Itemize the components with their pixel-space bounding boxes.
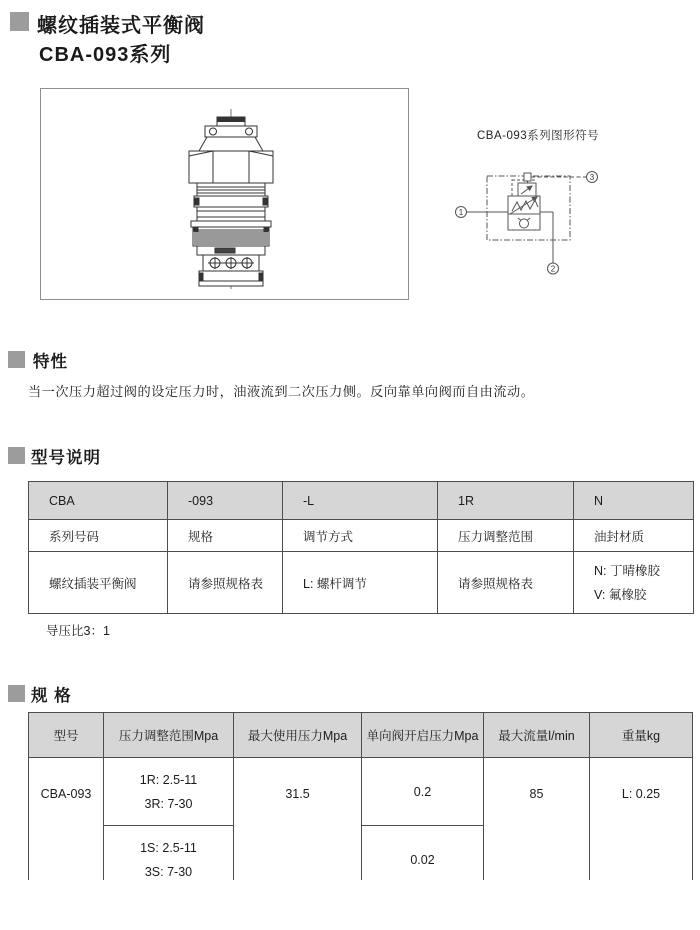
spec-heading: 规 格 xyxy=(31,687,72,705)
model-label-cell: 压力调整范围 xyxy=(438,520,574,552)
seal-option-v: V: 氟橡胶 xyxy=(594,587,647,602)
max-flow-cell: 85 xyxy=(484,758,590,881)
features-heading: 特性 xyxy=(33,353,68,371)
model-value-cell: L: 螺杆调节 xyxy=(283,552,438,614)
model-code-cell: 1R xyxy=(438,482,574,520)
spec-header-cell: 型号 xyxy=(29,713,104,758)
port-1-label: 1 xyxy=(458,208,464,217)
model-code-cell: -093 xyxy=(168,482,283,520)
valve-drawing-box xyxy=(40,88,409,300)
spec-header-cell: 最大流量l/min xyxy=(484,713,590,758)
features-bullet-icon xyxy=(8,351,25,368)
check-opening-cell: 0.2 xyxy=(362,758,484,826)
model-heading: 型号说明 xyxy=(31,449,101,467)
model-code-table xyxy=(28,481,694,614)
model-code-cell: -L xyxy=(283,482,438,520)
weight-cell: L: 0.25 xyxy=(590,758,693,881)
spec-header-cell: 单向阀开启压力Mpa xyxy=(362,713,484,758)
check-opening-cell: 0.02 xyxy=(362,826,484,881)
model-label-cell: 油封材质 xyxy=(574,520,694,552)
hydraulic-symbol-diagram xyxy=(430,150,680,290)
model-code-cell: N xyxy=(574,482,694,520)
port-3-label: 3 xyxy=(589,173,595,182)
range-3s: 3S: 7-30 xyxy=(144,864,193,879)
model-bullet-icon xyxy=(8,447,25,464)
valve-cross-section-drawing xyxy=(41,89,408,299)
model-label-cell: 调节方式 xyxy=(283,520,438,552)
model-value-cell: 请参照规格表 xyxy=(168,552,283,614)
spec-table-clip xyxy=(28,712,694,880)
spec-table xyxy=(28,712,693,880)
range-3r: 3R: 7-30 xyxy=(144,796,193,811)
spec-header-cell: 重量kg xyxy=(590,713,693,758)
title-bullet-icon xyxy=(10,12,29,31)
seal-material-cell xyxy=(574,552,694,614)
seal-option-n: N: 丁晴橡胶 xyxy=(594,563,660,578)
spec-header-cell: 最大使用压力Mpa xyxy=(234,713,362,758)
model-label-cell: 规格 xyxy=(168,520,283,552)
spec-bullet-icon xyxy=(8,685,25,702)
model-code-cell: CBA xyxy=(29,482,168,520)
pressure-range-r-cell xyxy=(104,758,234,826)
port-2-label: 2 xyxy=(550,264,556,274)
spec-model-cell: CBA-093 xyxy=(29,758,104,881)
range-1r: 1R: 2.5-11 xyxy=(139,772,198,787)
max-pressure-cell: 31.5 xyxy=(234,758,362,881)
model-value-cell: 请参照规格表 xyxy=(438,552,574,614)
series-title: CBA-093系列 xyxy=(39,44,172,66)
features-body: 当一次压力超过阀的设定压力时，油液流到二次压力侧。反向靠单向阀而自由流动。 xyxy=(28,384,535,399)
symbol-title: CBA-093系列图形符号 xyxy=(477,130,600,142)
pressure-range-s-cell xyxy=(104,826,234,881)
model-label-cell: 系列号码 xyxy=(29,520,168,552)
page-title: 螺纹插装式平衡阀 xyxy=(37,15,205,37)
spec-header-cell: 压力调整范围Mpa xyxy=(104,713,234,758)
pilot-ratio-note: 导压比3：1 xyxy=(46,624,110,638)
model-value-cell: 螺纹插装平衡阀 xyxy=(29,552,168,614)
range-1s: 1S: 2.5-11 xyxy=(140,840,197,855)
